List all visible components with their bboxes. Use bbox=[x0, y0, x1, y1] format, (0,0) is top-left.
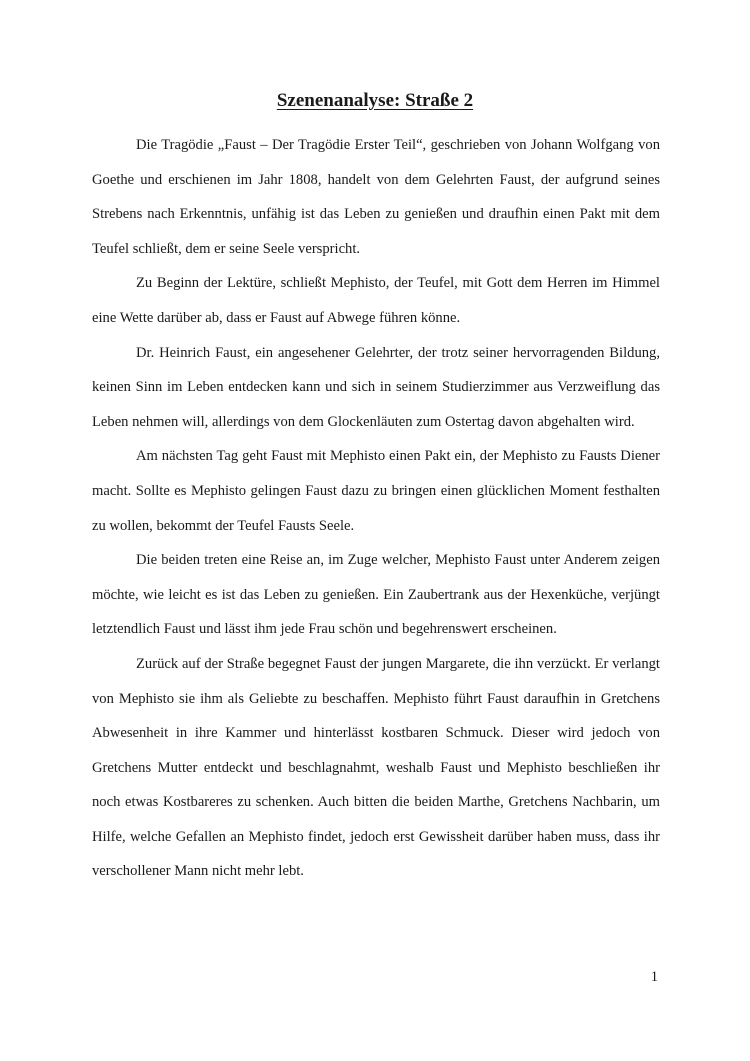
paragraph: Zu Beginn der Lektüre, schließt Mephisto, der Teufel, mit Gott dem Herren im Himmel eine Wette darüber ab, dass er Faust auf Abwege führen könne. bbox=[92, 275, 660, 326]
paragraph: Zurück auf der Straße begegnet Faust der jungen Margarete, die ihn verzückt. Er verlangt von Mephisto sie ihm als Geliebte zu beschaffen. Mephisto führt Faust daraufhin in Gretchens Abwesenheit in ihre Kammer und hinterlässt kostbaren Schmuck. Dieser wird jedoch von Gretchens Mutter entdeckt und beschlagnahmt, weshalb Faust und Mephisto beschließen ihr noch etwas Kostbareres zu schenken. Auch bitten die beiden Marthe, Gretchens Nachbarin, um Hilfe, welche Gefallen an Mephisto findet, jedoch erst Gewissheit darüber haben muss, dass ihr verschollener Mann nicht mehr lebt. bbox=[92, 655, 660, 880]
document-body bbox=[92, 128, 660, 889]
document-title: Szenenanalyse: Straße 2 bbox=[276, 90, 474, 111]
paragraph: Am nächsten Tag geht Faust mit Mephisto einen Pakt ein, der Mephisto zu Fausts Diener macht. Sollte es Mephisto gelingen Faust dazu zu bringen einen glücklichen Moment festhalten zu wollen, bekommt der Teufel Fausts Seele. bbox=[92, 448, 660, 534]
page-number: 1 bbox=[650, 969, 658, 985]
paragraph: Dr. Heinrich Faust, ein angesehener Gelehrter, der trotz seiner hervorragenden Bildung, keinen Sinn im Leben entdecken kann und sich in seinem Studierzimmer aus Verzweiflung das Leben nehmen will, allerdings von dem Glockenläuten zum Ostertag davon abgehalten wird. bbox=[92, 344, 660, 430]
paragraph: Die Tragödie „Faust – Der Tragödie Erster Teil“, geschrieben von Johann Wolfgang von Goethe und erschienen im Jahr 1808, handelt von dem Gelehrten Faust, der aufgrund seines Strebens nach Erkenntnis, unfähig ist das Leben zu genießen und draufhin einen Pakt mit dem Teufel schließt, dem er seine Seele verspricht. bbox=[92, 137, 660, 257]
paragraph: Die beiden treten eine Reise an, im Zuge welcher, Mephisto Faust unter Anderem zeigen möchte, wie leicht es ist das Leben zu genießen. Ein Zaubertrank aus der Hexenküche, verjüngt letztendlich Faust und lässt ihm jede Frau schön und begehrenswert erscheinen. bbox=[92, 552, 660, 638]
